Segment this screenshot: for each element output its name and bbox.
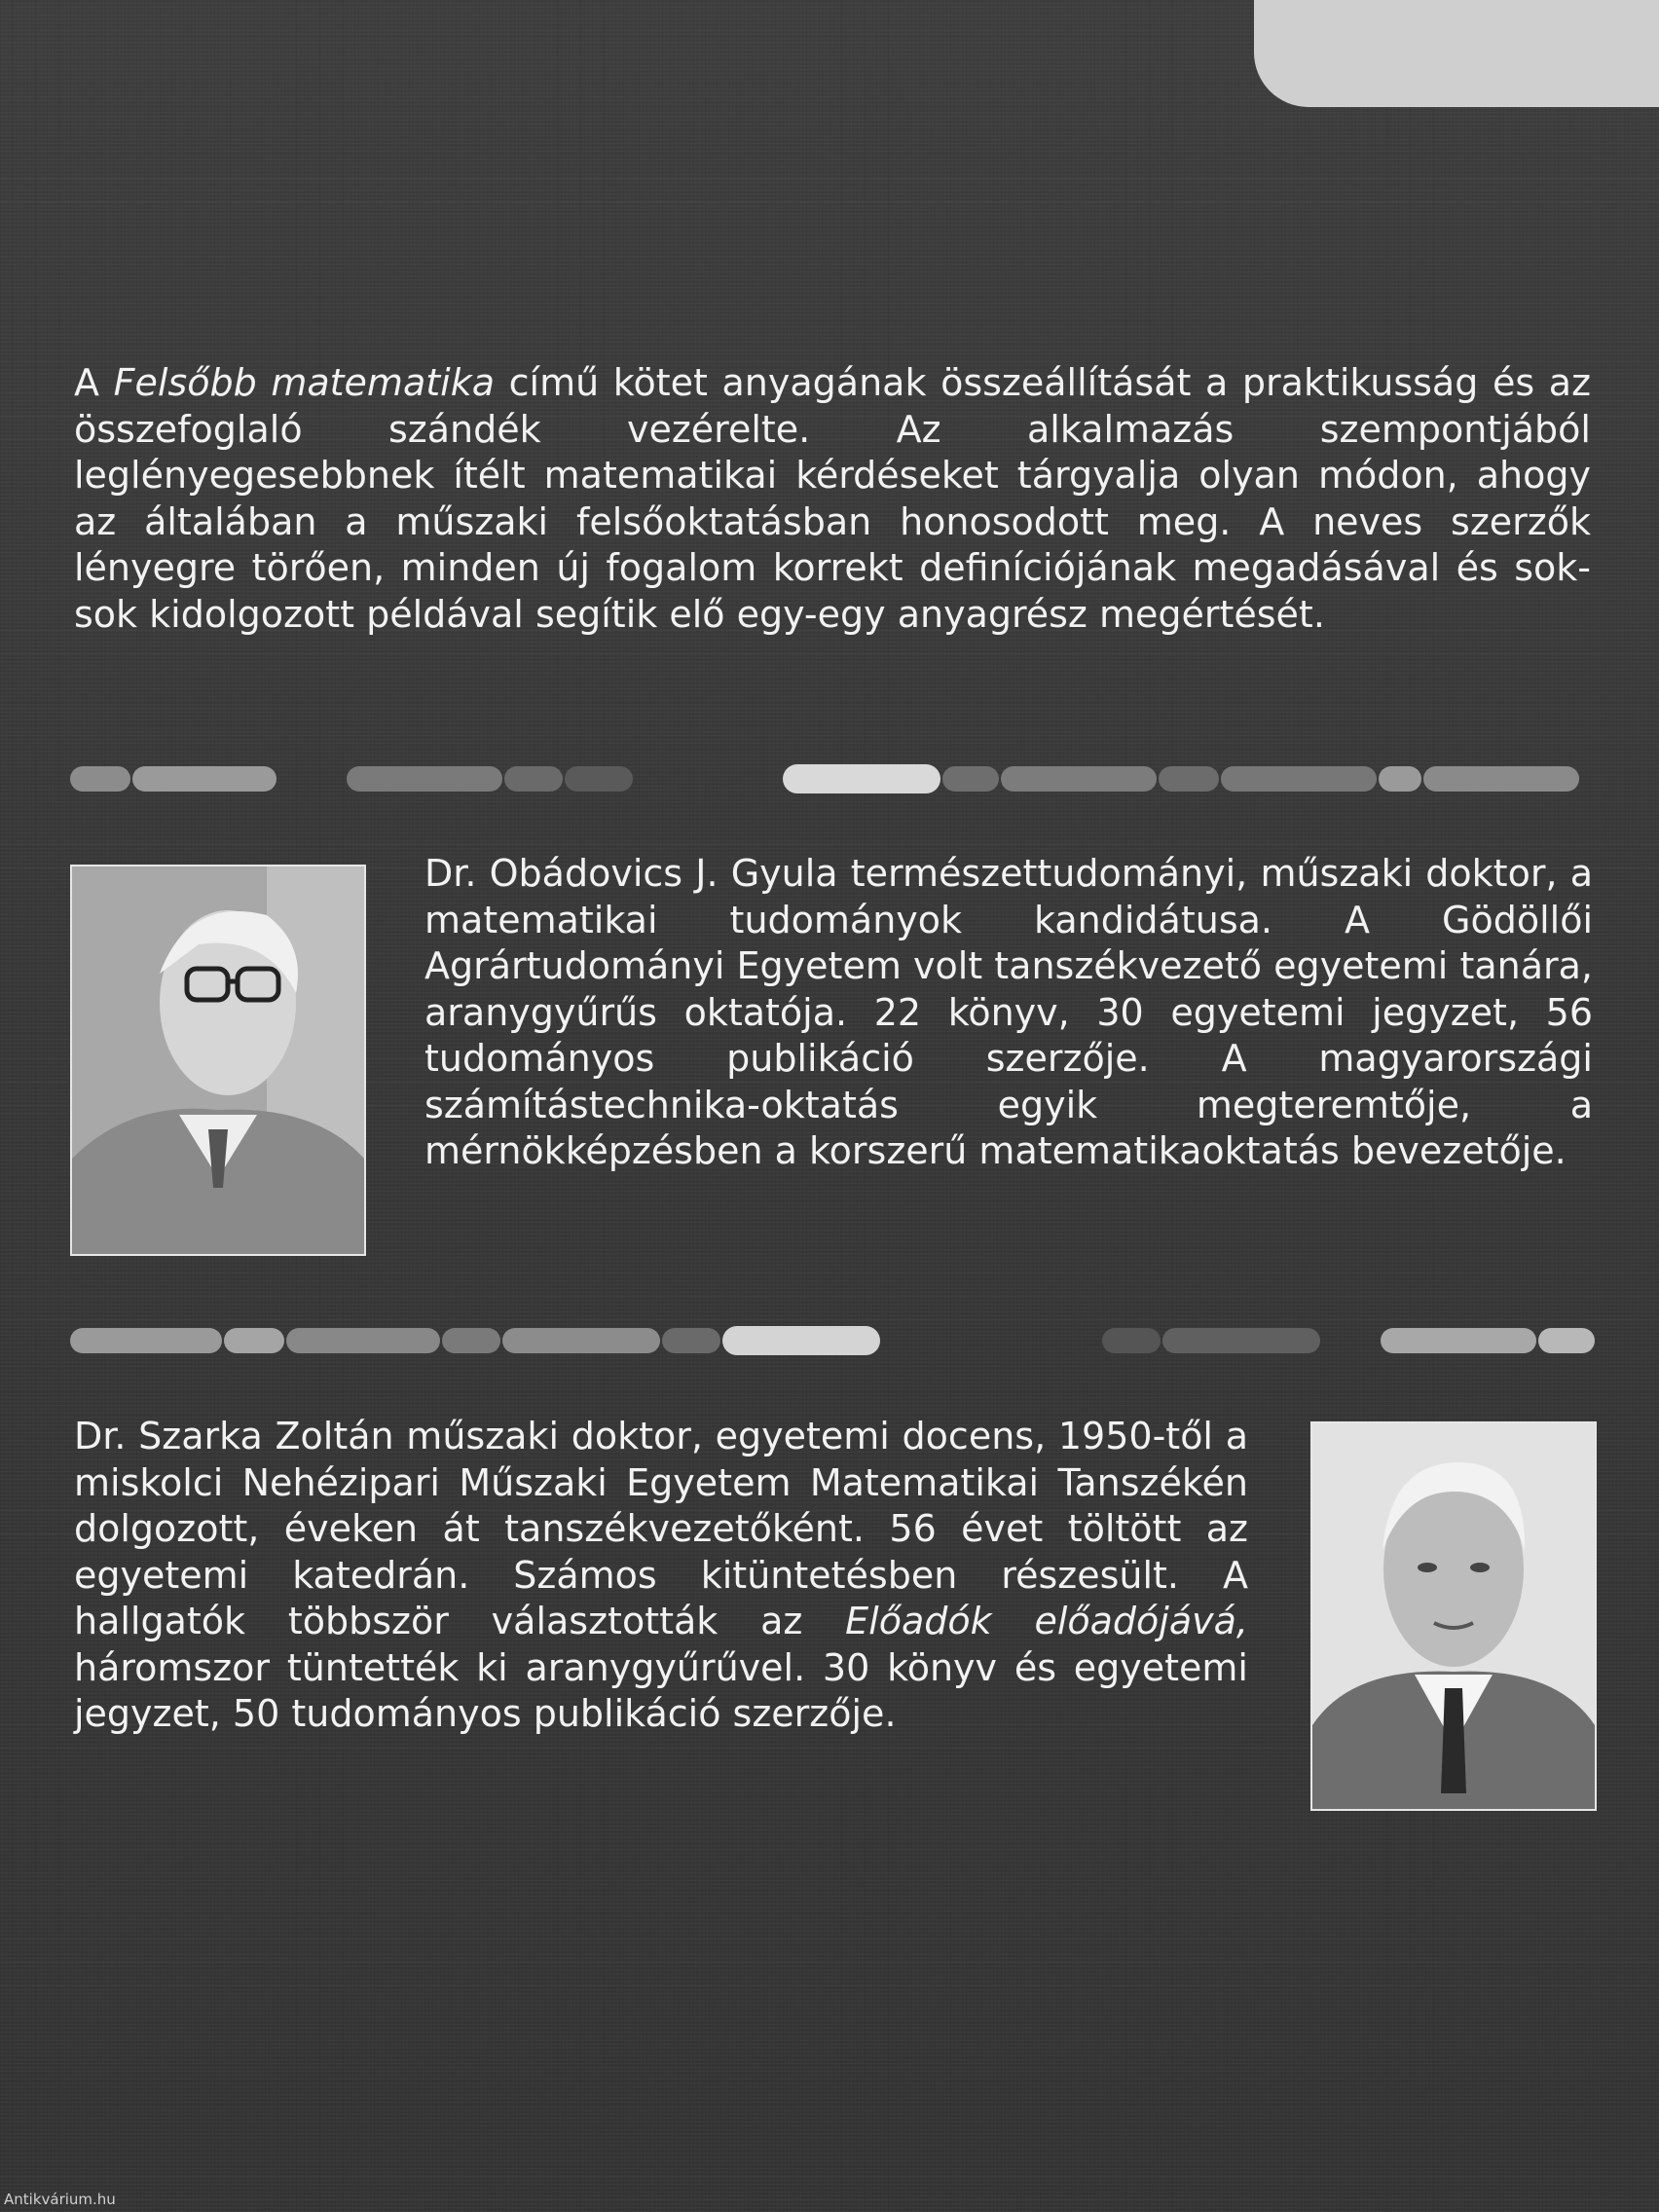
author2-bio	[74, 1414, 1248, 1738]
author1-bio: Dr. Obádovics J. Gyula természettudományi, műszaki doktor, a matematikai tudományok kandidátusa. A Gödöllői Agrártudományi Egyetem volt tanszékvezető egyetemi tanára, aranygyűrűs oktatója. 22 könyv, 30 egyetemi jegyzet, 56 tudományos publikáció szerzője. A magyarországi számítástechnika-oktatás egyik megteremtője, a mérnökképzésben a korszerű matematikaoktatás bevezetője.	[424, 852, 1593, 1172]
author2-bio-italic: Előadók előadójává,	[845, 1600, 1248, 1642]
author2-bio-lead: Dr. Szarka Zoltán műszaki doktor, egyetemi docens, 1950-től a miskolci Nehézipari Műszaki Egyetem Matematikai Tanszékén dolgozott, éveken át tanszékvezetőként. 56 évet töltött az egyetemi katedrán. Számos kitüntetésben részesült. A hallgatók többször választották az	[74, 1415, 1248, 1642]
intro-body: című kötet anyagának összeállítását a praktikusság és az összefoglaló szándék vezérelte. Az alkalmazás szempontjából leglényegesebbnek ítélt matematikai kérdéseket tárgyalja olyan módon, ahogy az általában a műszaki felsőoktatásban honosodott meg. A neves szerzők lényegre törően, minden új fogalom korrekt definíciójának megadásával és sok-sok kidolgozott példával segítik elő egy-egy anyagrész megértését.	[74, 361, 1592, 636]
author1-portrait	[70, 865, 366, 1256]
book-title: Felsőbb matematika	[113, 361, 495, 404]
watermark: Antikvárium.hu	[4, 2191, 116, 2208]
corner-tab	[1254, 0, 1659, 107]
intro-lead: A	[74, 361, 114, 404]
author2-bio-end: háromszor tüntették ki aranygyűrűvel. 30 könyv és egyetemi jegyzet, 50 tudományos publikáció szerzője.	[74, 1645, 1248, 1735]
divider-stripe-top	[70, 762, 1595, 795]
author2-portrait	[1310, 1421, 1597, 1811]
divider-stripe-bottom	[70, 1324, 1595, 1357]
intro-paragraph	[74, 360, 1591, 638]
